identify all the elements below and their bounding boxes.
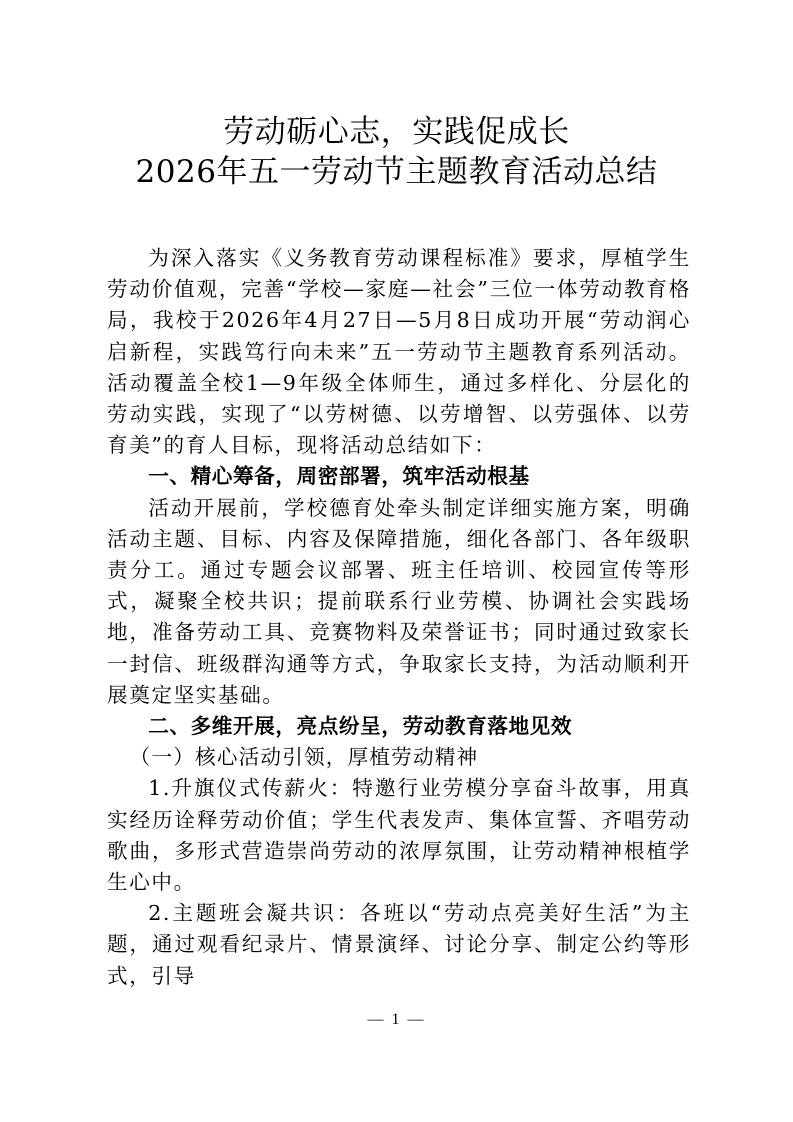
intro-paragraph: 为深入落实《义务教育劳动课程标准》要求，厚植学生劳动价值观，完善“学校—家庭—社会”三位一体劳动教育格局，我校于2026年4月27日—5月8日成功开展“劳动润心启新程，实践笃行向未来”五一劳动节主题教育系列活动。活动覆盖全校1—9年级全体师生，通过多样化、分层化的劳动实践，实现了“以劳树德、以劳增智、以劳强体、以劳育美”的育人目标，现将活动总结如下： bbox=[107, 246, 691, 458]
section-heading-2: 二、多维开展，亮点纷呈，劳动教育落地见效 bbox=[148, 714, 573, 739]
title-line-2: 2026年五一劳动节主题教育活动总结 bbox=[135, 154, 658, 190]
section-heading-1: 一、精心筹备，周密部署，筑牢活动根基 bbox=[148, 464, 530, 489]
page-number: — 1 — bbox=[367, 1011, 426, 1028]
subsection-heading-2-1: （一）核心活动引领，厚植劳动精神 bbox=[129, 745, 479, 770]
document-title bbox=[0, 112, 793, 192]
list-item-1: 1.升旗仪式传薪火：特邀行业劳模分享奋斗故事，用真实经历诠释劳动价值；学生代表发声、集体宣誓、齐唱劳动歌曲，多形式营造崇尚劳动的浓厚氛围，让劳动精神根植学生心中。 bbox=[107, 776, 691, 895]
section-1-paragraph: 活动开展前，学校德育处牵头制定详细实施方案，明确活动主题、目标、内容及保障措施，细化各部门、各年级职责分工。通过专题会议部署、班主任培训、校园宣传等形式，凝聚全校共识；提前联系行业劳模、协调社会实践场地，准备劳动工具、竞赛物料及荣誉证书；同时通过致家长一封信、班级群沟通等方式，争取家长支持，为活动顺利开展奠定坚实基础。 bbox=[107, 495, 691, 707]
list-item-2: 2.主题班会凝共识：各班以“劳动点亮美好生活”为主题，通过观看纪录片、情景演绎、讨论分享、制定公约等形式，引导 bbox=[107, 901, 691, 988]
title-line-1: 劳动砺心志，实践促成长 bbox=[223, 114, 570, 150]
document-body bbox=[107, 243, 691, 992]
